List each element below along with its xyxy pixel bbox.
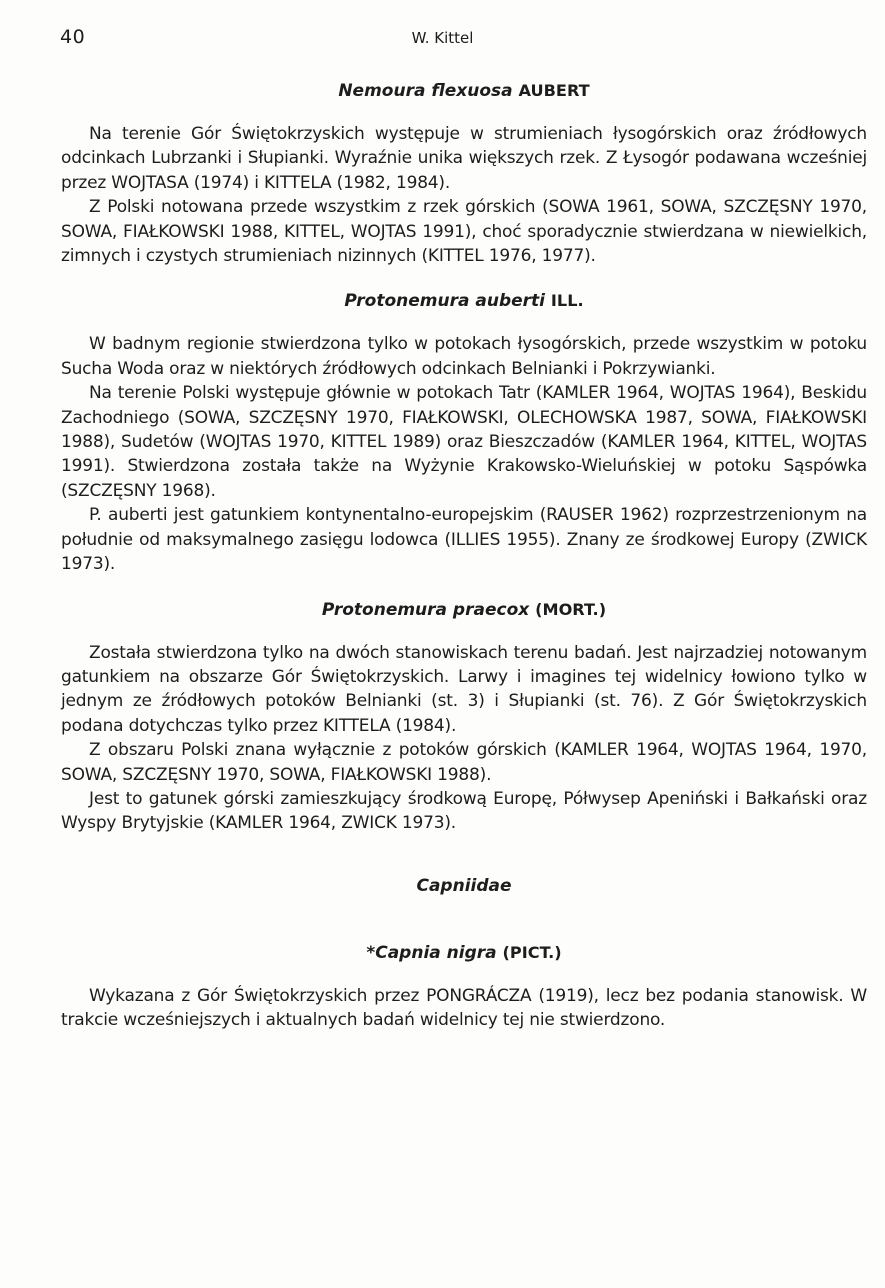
paragraph: Na terenie Gór Świętokrzyskich występuje w strumieniach łysogórskich oraz źródłowych odcinkach Lubrzanki i Słupianki. Wyraźnie unika większych rzek. Z Łysogór podawana wcześniej przez WOJTASA (1974) i KITTELA (1982, 1984). bbox=[61, 124, 867, 193]
paragraph: Na terenie Polski występuje głównie w potokach Tatr (KAMLER 1964, WOJTAS 1964), Beskidu Zachodniego (SOWA, SZCZĘSNY 1970, FIAŁKOWSKI, OLECHOWSKA 1987, SOWA, FIAŁKOWSKI 1988), Sudetów (WOJTAS 1970, KITTEL 1989) oraz Bieszczadów (KAMLER 1964, KITTEL, WOJTAS 1991). Stwierdzona została także na Wyżynie Krakowsko-Wieluńskiej w potoku Sąspówka (SZCZĘSNY 1968). bbox=[61, 383, 867, 501]
species-author: (PICT.) bbox=[502, 942, 562, 962]
paragraph: Jest to gatunek górski zamieszkujący środkową Europę, Półwysep Apeniński i Bałkański oraz Wyspy Brytyjskie (KAMLER 1964, ZWICK 1973). bbox=[61, 788, 867, 834]
species-name: *Capnia nigra bbox=[366, 942, 497, 963]
paragraph: Została stwierdzona tylko na dwóch stanowiskach terenu badań. Jest najrzadziej notowanym gatunkiem na obszarze Gór Świętokrzyskich. Larwy i imagines tej widelnicy łowiono tylko w jednym ze źródłowych potoków Belnianki (st. 3) i Słupianki (st. 76). Z Gór Świętokrzyskich podana dotychczas tylko przez KITTELA (1984). bbox=[61, 642, 867, 736]
page-header bbox=[60, 26, 825, 54]
species-heading bbox=[61, 288, 867, 314]
paragraph: Wykazana z Gór Świętokrzyskich przez PONGRÁCZA (1919), lecz bez podania stanowisk. W trakcie wcześniejszych i aktualnych badań widelnicy tej nie stwierdzono. bbox=[61, 985, 867, 1031]
paragraph: P. auberti jest gatunkiem kontynentalno-europejskim (RAUSER 1962) rozprzestrzenionym na południe od maksymalnego zasięgu lodowca (ILLIES 1955). Znany ze środkowej Europy (ZWICK 1973). bbox=[61, 505, 867, 575]
species-name: Protonemura auberti bbox=[344, 291, 545, 312]
paragraph: W badnym regionie stwierdzona tylko w potokach łysogórskich, przede wszystkim w potoku Sucha Woda oraz w niektórych źródłowych odcinkach Belnianki i Pokrzywianki. bbox=[61, 334, 867, 379]
family-heading: Capniidae bbox=[416, 875, 512, 896]
page-body bbox=[61, 78, 867, 1033]
species-heading bbox=[61, 597, 867, 623]
page-number: 40 bbox=[60, 26, 86, 48]
species-author: (MORT.) bbox=[535, 599, 607, 619]
species-heading bbox=[61, 78, 867, 104]
species-name: Nemoura flexuosa bbox=[338, 81, 513, 101]
species-name: Protonemura praecox bbox=[321, 599, 530, 620]
species-author: ILL. bbox=[550, 291, 584, 311]
species-heading bbox=[61, 940, 867, 966]
paragraph: Z Polski notowana przede wszystkim z rzek górskich (SOWA 1961, SOWA, SZCZĘSNY 1970, SOWA, FIAŁKOWSKI 1988, KITTEL, WOJTAS 1991), choć sporadycznie stwierdzana w niewielkich, zimnych i czystych strumieniach nizinnych (KITTEL 1976, 1977). bbox=[61, 197, 867, 267]
species-author: AUBERT bbox=[518, 81, 590, 100]
paragraph: Z obszaru Polski znana wyłącznie z potoków górskich (KAMLER 1964, WOJTAS 1964, 1970, SOWA, SZCZĘSNY 1970, SOWA, FIAŁKOWSKI 1988). bbox=[61, 740, 867, 785]
running-head: W. Kittel bbox=[411, 29, 474, 47]
